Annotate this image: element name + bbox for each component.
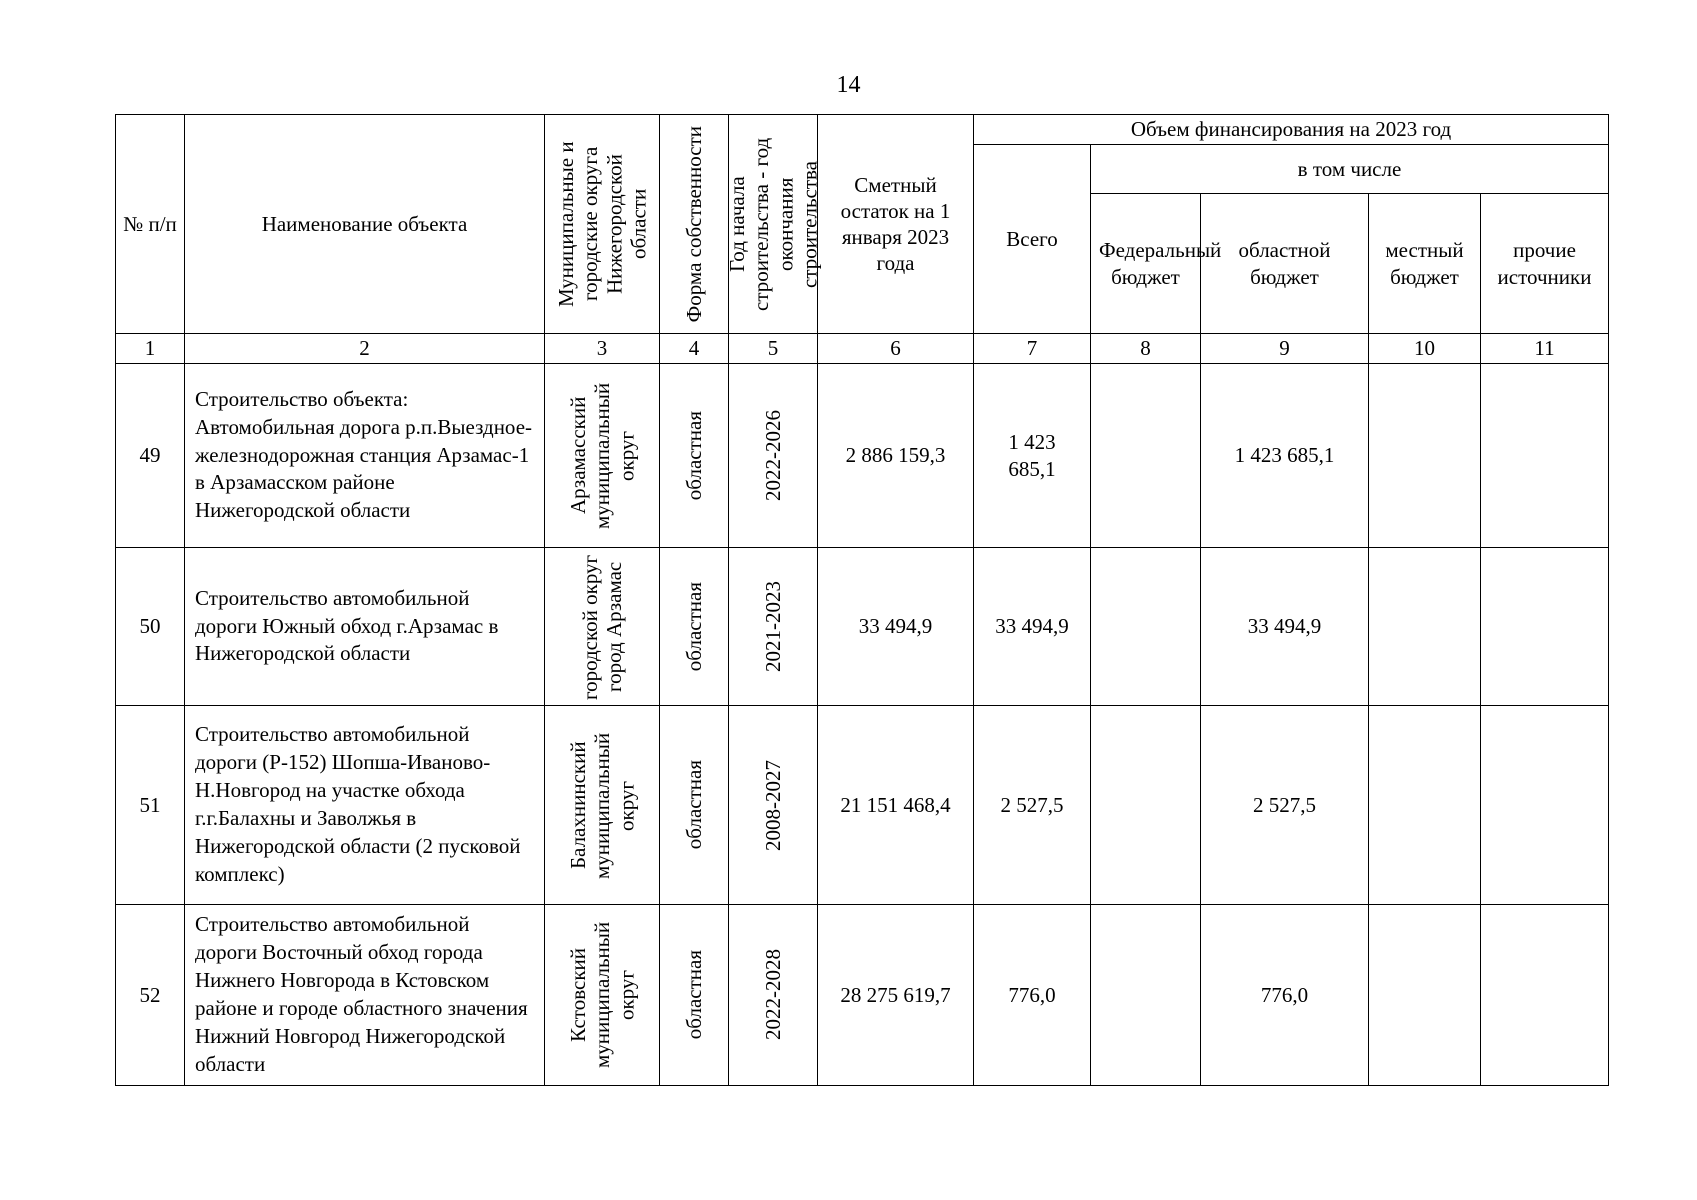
row-num: 50 (116, 548, 185, 706)
row-regional: 2 527,5 (1201, 706, 1369, 905)
header-object-name: Наименование объекта (185, 115, 545, 334)
table-body (116, 364, 1609, 1086)
header-years: Год начала строительства - год окончания строительства (729, 115, 818, 334)
row-regional: 776,0 (1201, 905, 1369, 1086)
row-other (1481, 905, 1609, 1086)
row-remainder: 33 494,9 (818, 548, 974, 706)
row-years: 2021-2023 (729, 548, 818, 706)
header-regional: областной бюджет (1201, 194, 1369, 334)
column-number: 8 (1091, 334, 1201, 364)
header-total: Всего (974, 145, 1091, 334)
row-num: 51 (116, 706, 185, 905)
row-local (1369, 905, 1481, 1086)
row-remainder: 28 275 619,7 (818, 905, 974, 1086)
row-federal (1091, 706, 1201, 905)
row-total: 2 527,5 (974, 706, 1091, 905)
header-including-group: в том числе (1091, 145, 1609, 194)
row-other (1481, 548, 1609, 706)
header-federal: Федеральный бюджет (1091, 194, 1201, 334)
header-local: местный бюджет (1369, 194, 1481, 334)
column-number: 6 (818, 334, 974, 364)
page-number: 14 (836, 72, 861, 98)
column-number: 3 (545, 334, 660, 364)
column-number: 2 (185, 334, 545, 364)
table-row (116, 364, 1609, 548)
row-total: 33 494,9 (974, 548, 1091, 706)
table-row (116, 905, 1609, 1086)
row-district: Арзамасский муниципальный округ (545, 364, 660, 548)
row-years: 2022-2026 (729, 364, 818, 548)
row-local (1369, 706, 1481, 905)
header-remainder: Сметный остаток на 1 января 2023 года (818, 115, 974, 334)
row-federal (1091, 364, 1201, 548)
row-district: городской округ город Арзамас (545, 548, 660, 706)
row-num: 49 (116, 364, 185, 548)
column-number: 9 (1201, 334, 1369, 364)
row-other (1481, 364, 1609, 548)
row-years: 2022-2028 (729, 905, 818, 1086)
table-header (116, 115, 1609, 364)
column-numbers-row (116, 334, 1609, 364)
row-district: Балахнинский муниципальный округ (545, 706, 660, 905)
row-local (1369, 364, 1481, 548)
row-total: 1 423 685,1 (974, 364, 1091, 548)
row-years: 2008-2027 (729, 706, 818, 905)
column-number: 1 (116, 334, 185, 364)
row-object-name: Строительство автомобильной дороги (Р-152) Шопша-Иваново-Н.Новгород на участке обхода г.г.Балахны и Заволжья в Нижегородской области (2 пусковой комплекс) (185, 706, 545, 905)
row-federal (1091, 905, 1201, 1086)
table-row (116, 548, 1609, 706)
row-regional: 33 494,9 (1201, 548, 1369, 706)
row-other (1481, 706, 1609, 905)
column-number: 7 (974, 334, 1091, 364)
column-number: 5 (729, 334, 818, 364)
header-num: № п/п (116, 115, 185, 334)
row-federal (1091, 548, 1201, 706)
row-object-name: Строительство автомобильной дороги Восточный обход города Нижнего Новгорода в Кстовском районе и городе областного значения Нижний Новгород Нижегородской области (185, 905, 545, 1086)
row-ownership: областная (660, 548, 729, 706)
row-remainder: 21 151 468,4 (818, 706, 974, 905)
row-ownership: областная (660, 905, 729, 1086)
row-district: Кстовский муниципальный округ (545, 905, 660, 1086)
header-ownership: Форма собственности (660, 115, 729, 334)
header-financing-group: Объем финансирования на 2023 год (974, 115, 1609, 145)
column-number: 11 (1481, 334, 1609, 364)
row-local (1369, 548, 1481, 706)
row-total: 776,0 (974, 905, 1091, 1086)
row-regional: 1 423 685,1 (1201, 364, 1369, 548)
table-row (116, 706, 1609, 905)
row-remainder: 2 886 159,3 (818, 364, 974, 548)
column-number: 10 (1369, 334, 1481, 364)
row-object-name: Строительство автомобильной дороги Южный обход г.Арзамас в Нижегородской области (185, 548, 545, 706)
header-other: прочие источники (1481, 194, 1609, 334)
row-num: 52 (116, 905, 185, 1086)
column-number: 4 (660, 334, 729, 364)
row-ownership: областная (660, 364, 729, 548)
header-district: Муниципальные и городские округа Нижегородской области (545, 115, 660, 334)
row-object-name: Строительство объекта: Автомобильная дорога р.п.Выездное- железнодорожная станция Арзамас-1 в Арзамасском районе Нижегородской области (185, 364, 545, 548)
financing-table (115, 114, 1609, 1086)
row-ownership: областная (660, 706, 729, 905)
